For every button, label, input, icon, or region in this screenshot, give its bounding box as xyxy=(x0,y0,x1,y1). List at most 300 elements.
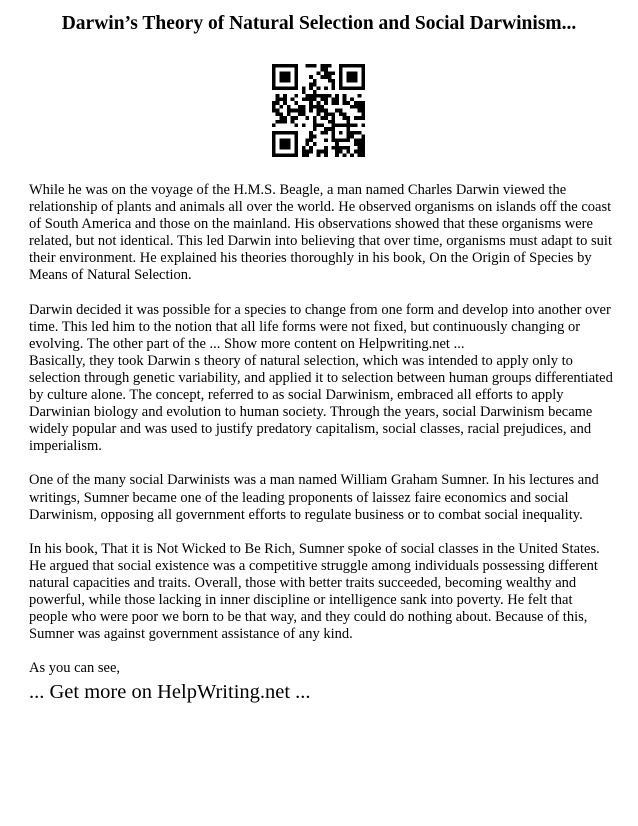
qr-module xyxy=(358,150,362,154)
qr-module xyxy=(287,131,291,135)
paragraph-wicked-to-be-rich: In his book, That it is Not Wicked to Be Rich, Sumner spoke of social classes in the United States. He argued that social existence was a competitive struggle among individuals possessing different natural capacities and traits. Overall, those with better traits succeeded, becoming wealthy and powerful, while those lacking in inner discipline or intelligence sank into poverty. He felt that people who were poor we born to be that way, and they could do nothing about. Because of this, Sumner was against government assistance of any kind. xyxy=(29,540,600,643)
qr-module xyxy=(346,135,350,139)
qr-module xyxy=(272,138,276,142)
qr-module xyxy=(309,135,313,139)
qr-module xyxy=(320,109,324,113)
qr-module xyxy=(332,146,336,150)
qr-module xyxy=(346,101,350,105)
qr-module xyxy=(328,127,332,131)
qr-module xyxy=(361,135,365,139)
qr-module xyxy=(279,112,283,116)
qr-module xyxy=(279,75,283,79)
qr-module xyxy=(339,131,343,135)
qr-module xyxy=(313,142,317,146)
qr-module xyxy=(361,64,365,68)
qr-module xyxy=(305,64,309,68)
qr-module xyxy=(324,75,328,79)
qr-module xyxy=(332,71,336,75)
qr-module xyxy=(354,79,358,83)
qr-module xyxy=(291,64,295,68)
qr-module xyxy=(361,142,365,146)
qr-module xyxy=(317,112,321,116)
qr-module xyxy=(279,116,283,120)
qr-module xyxy=(287,138,291,142)
qr-module xyxy=(302,112,306,116)
qr-module xyxy=(294,68,298,72)
qr-module xyxy=(335,153,339,157)
qr-module xyxy=(283,138,287,142)
qr-module xyxy=(276,109,280,113)
qr-module xyxy=(309,97,313,101)
qr-module xyxy=(272,109,276,113)
qr-module xyxy=(320,97,324,101)
qr-module xyxy=(354,64,358,68)
qr-module xyxy=(294,79,298,83)
qr-module xyxy=(328,79,332,83)
qr-module xyxy=(332,86,336,90)
qr-module xyxy=(324,127,328,131)
qr-module xyxy=(294,131,298,135)
qr-module xyxy=(339,124,343,128)
qr-module xyxy=(272,153,276,157)
qr-module xyxy=(276,112,280,116)
qr-module xyxy=(343,86,347,90)
qr-module xyxy=(346,64,350,68)
qr-module xyxy=(283,101,287,105)
qr-module xyxy=(346,138,350,142)
qr-module xyxy=(302,90,306,94)
qr-module xyxy=(313,135,317,139)
qr-module xyxy=(332,120,336,124)
qr-module xyxy=(276,101,280,105)
qr-module xyxy=(324,153,328,157)
qr-module xyxy=(346,124,350,128)
qr-module xyxy=(294,94,298,98)
qr-module xyxy=(339,138,343,142)
qr-module xyxy=(279,71,283,75)
qr-module xyxy=(287,71,291,75)
qr-module xyxy=(354,131,358,135)
qr-module xyxy=(332,116,336,120)
qr-module xyxy=(346,116,350,120)
qr-code-graphic xyxy=(272,64,365,157)
qr-module xyxy=(343,101,347,105)
qr-module xyxy=(354,101,358,105)
qr-module xyxy=(294,153,298,157)
qr-module xyxy=(324,94,328,98)
qr-module xyxy=(350,131,354,135)
qr-module xyxy=(335,142,339,146)
qr-module xyxy=(309,146,313,150)
qr-module xyxy=(350,86,354,90)
qr-module xyxy=(309,138,313,142)
qr-module xyxy=(324,101,328,105)
qr-module xyxy=(272,131,276,135)
qr-module xyxy=(302,86,306,90)
qr-module xyxy=(272,105,276,109)
qr-module xyxy=(283,120,287,124)
qr-module xyxy=(302,105,306,109)
qr-module xyxy=(346,131,350,135)
qr-module xyxy=(320,64,324,68)
qr-module xyxy=(361,105,365,109)
qr-module xyxy=(343,138,347,142)
qr-module xyxy=(291,153,295,157)
qr-module xyxy=(317,71,321,75)
qr-module xyxy=(358,105,362,109)
qr-module xyxy=(335,146,339,150)
qr-module xyxy=(343,116,347,120)
qr-module xyxy=(272,71,276,75)
qr-module xyxy=(309,101,313,105)
qr-module xyxy=(309,86,313,90)
qr-module xyxy=(346,120,350,124)
qr-module xyxy=(276,131,280,135)
qr-module xyxy=(294,138,298,142)
qr-module xyxy=(324,138,328,142)
qr-module xyxy=(294,116,298,120)
qr-module xyxy=(279,97,283,101)
qr-module xyxy=(358,64,362,68)
qr-module xyxy=(332,101,336,105)
qr-module xyxy=(313,83,317,87)
qr-module xyxy=(276,97,280,101)
qr-module xyxy=(279,153,283,157)
paragraph-species-change: Darwin decided it was possible for a species to change from one form and develop into another over time. This led him to the notion that all life forms were not fixed, but continuously changing or evolving. The other part of the ... Show more content on Helpwriting.net ... xyxy=(29,301,611,352)
qr-module xyxy=(294,142,298,146)
qr-module xyxy=(328,71,332,75)
qr-module xyxy=(294,109,298,113)
qr-module xyxy=(354,138,358,142)
qr-module xyxy=(272,101,276,105)
qr-module xyxy=(335,124,339,128)
qr-module xyxy=(272,83,276,87)
qr-module xyxy=(354,75,358,79)
qr-module xyxy=(350,64,354,68)
qr-module xyxy=(272,150,276,154)
qr-module xyxy=(287,75,291,79)
qr-module xyxy=(324,64,328,68)
qr-module xyxy=(309,83,313,87)
qr-module xyxy=(313,116,317,120)
qr-module xyxy=(302,146,306,150)
qr-module xyxy=(354,105,358,109)
qr-module xyxy=(361,116,365,120)
qr-module xyxy=(291,116,295,120)
qr-module xyxy=(291,120,295,124)
qr-module xyxy=(339,75,343,79)
qr-module xyxy=(283,142,287,146)
qr-module xyxy=(294,64,298,68)
qr-module xyxy=(287,142,291,146)
qr-module xyxy=(272,135,276,139)
qr-module xyxy=(339,146,343,150)
qr-module xyxy=(291,86,295,90)
qr-module xyxy=(283,64,287,68)
qr-module xyxy=(317,105,321,109)
qr-module xyxy=(313,105,317,109)
qr-module xyxy=(309,109,313,113)
qr-module xyxy=(287,146,291,150)
qr-module xyxy=(279,138,283,142)
qr-module xyxy=(335,138,339,142)
qr-module xyxy=(309,75,313,79)
qr-module xyxy=(324,71,328,75)
article-body xyxy=(29,182,614,694)
qr-module xyxy=(332,83,336,87)
qr-module xyxy=(276,94,280,98)
qr-module xyxy=(361,79,365,83)
qr-module xyxy=(287,64,291,68)
qr-module xyxy=(320,94,324,98)
qr-module xyxy=(283,153,287,157)
qr-module xyxy=(317,150,321,154)
qr-module xyxy=(279,105,283,109)
qr-module xyxy=(350,97,354,101)
qr-module xyxy=(354,142,358,146)
qr-module xyxy=(354,86,358,90)
qr-module xyxy=(294,135,298,139)
qr-module xyxy=(287,153,291,157)
qr-module xyxy=(276,64,280,68)
qr-module xyxy=(358,101,362,105)
qr-module xyxy=(324,116,328,120)
qr-module xyxy=(346,75,350,79)
qr-module xyxy=(276,153,280,157)
qr-module xyxy=(313,127,317,131)
qr-module xyxy=(361,83,365,87)
qr-module xyxy=(283,71,287,75)
qr-module xyxy=(320,116,324,120)
paragraph-voyage: While he was on the voyage of the H.M.S. Beagle, a man named Charles Darwin viewed the relationship of plants and animals all over the world. He observed organisms on islands off the coast of South America and those on the mainland. His observations showed that these organisms were related, but not identical. This led Darwin into believing that over time, organisms must adapt to suit their environment. He explained his theories thoroughly in his book, On the Origin of Species by Means of Natural Selection. xyxy=(29,182,612,284)
qr-module xyxy=(343,97,347,101)
qr-module xyxy=(324,150,328,154)
qr-module xyxy=(276,120,280,124)
qr-module xyxy=(343,94,347,98)
qr-module xyxy=(313,64,317,68)
qr-module xyxy=(339,109,343,113)
qr-module xyxy=(272,124,276,128)
qr-module xyxy=(346,79,350,83)
qr-module xyxy=(358,86,362,90)
qr-module xyxy=(294,150,298,154)
qr-module xyxy=(320,68,324,72)
qr-module xyxy=(313,94,317,98)
qr-module xyxy=(328,120,332,124)
qr-module xyxy=(272,86,276,90)
qr-module xyxy=(298,105,302,109)
qr-module xyxy=(350,71,354,75)
qr-module xyxy=(358,116,362,120)
paragraph-as-you-can-see: As you can see, xyxy=(29,660,121,677)
qr-module xyxy=(313,90,317,94)
qr-module xyxy=(313,124,317,128)
qr-module xyxy=(287,109,291,113)
qr-module xyxy=(309,64,313,68)
qr-module xyxy=(279,79,283,83)
qr-module xyxy=(339,64,343,68)
qr-module xyxy=(346,150,350,154)
qr-module xyxy=(358,146,362,150)
qr-module xyxy=(305,142,309,146)
qr-module xyxy=(343,153,347,157)
qr-module xyxy=(298,109,302,113)
qr-module xyxy=(283,86,287,90)
qr-module xyxy=(358,131,362,135)
qr-module xyxy=(283,94,287,98)
qr-module xyxy=(294,86,298,90)
qr-module xyxy=(332,124,336,128)
page-title: Darwin’s Theory of Natural Selection and Social Darwinism... xyxy=(61,13,577,34)
qr-module xyxy=(283,97,287,101)
qr-module xyxy=(328,75,332,79)
qr-module xyxy=(294,71,298,75)
qr-module xyxy=(324,131,328,135)
qr-module xyxy=(358,138,362,142)
qr-module xyxy=(283,116,287,120)
qr-module xyxy=(332,97,336,101)
qr-module xyxy=(272,79,276,83)
qr-module xyxy=(317,153,321,157)
qr-module xyxy=(324,68,328,72)
qr-module xyxy=(350,105,354,109)
qr-module xyxy=(309,150,313,154)
qr-module xyxy=(298,112,302,116)
qr-module xyxy=(287,112,291,116)
qr-module xyxy=(339,112,343,116)
qr-module xyxy=(305,97,309,101)
qr-module xyxy=(339,150,343,154)
qr-module xyxy=(361,153,365,157)
qr-module xyxy=(317,94,321,98)
qr-module xyxy=(343,146,347,150)
qr-module xyxy=(346,127,350,131)
qr-module xyxy=(361,109,365,113)
qr-module xyxy=(354,116,358,120)
qr-module xyxy=(350,153,354,157)
qr-module xyxy=(279,120,283,124)
paragraph-sumner: One of the many social Darwinists was a man named William Graham Sumner. In his lectures and writings, Sumner became one of the leading proponents of laissez faire economics and social Darwinism, opposing all government efforts to regulate business or to combat social inequality. xyxy=(29,472,599,523)
qr-module xyxy=(328,64,332,68)
qr-module xyxy=(287,79,291,83)
qr-module xyxy=(276,86,280,90)
qr-module xyxy=(346,146,350,150)
qr-module xyxy=(350,124,354,128)
qr-module xyxy=(294,124,298,128)
qr-module xyxy=(272,68,276,72)
qr-module xyxy=(339,86,343,90)
qr-module xyxy=(272,64,276,68)
qr-module xyxy=(361,68,365,72)
qr-module xyxy=(324,146,328,150)
qr-module xyxy=(317,109,321,113)
qr-module xyxy=(320,150,324,154)
qr-module xyxy=(309,105,313,109)
qr-module xyxy=(279,64,283,68)
qr-code-image xyxy=(272,64,365,157)
qr-module xyxy=(332,135,336,139)
qr-module xyxy=(320,124,324,128)
get-more-link[interactable]: ... Get more on HelpWriting.net ... xyxy=(29,681,311,703)
qr-module xyxy=(302,109,306,113)
qr-module xyxy=(313,120,317,124)
qr-module xyxy=(283,146,287,150)
qr-module xyxy=(287,86,291,90)
qr-module xyxy=(332,138,336,142)
qr-module xyxy=(343,124,347,128)
qr-module xyxy=(354,71,358,75)
qr-module xyxy=(358,109,362,113)
qr-module xyxy=(317,124,321,128)
qr-module xyxy=(317,101,321,105)
qr-module xyxy=(305,150,309,154)
qr-module xyxy=(358,94,362,98)
qr-module xyxy=(324,112,328,116)
qr-module xyxy=(350,75,354,79)
qr-module xyxy=(291,109,295,113)
qr-module xyxy=(328,112,332,116)
qr-module xyxy=(291,97,295,101)
qr-module xyxy=(302,153,306,157)
qr-module xyxy=(332,112,336,116)
qr-module xyxy=(294,83,298,87)
qr-module xyxy=(302,124,306,128)
qr-module xyxy=(313,97,317,101)
qr-module xyxy=(339,71,343,75)
qr-module xyxy=(324,86,328,90)
paragraph-social-darwinism: Basically, they took Darwin s theory of natural selection, which was intended to apply only to selection through genetic variability, and applied it to selection between human groups differentiated by culture alone. The concept, referred to as social Darwinism, embraced all efforts to apply Darwinian biology and evolution to human society. Through the years, social Darwinism became widely popular and was used to justify predatory capitalism, social classes, racial prejudices, and imperialism. xyxy=(29,352,613,455)
qr-module xyxy=(350,79,354,83)
qr-module xyxy=(302,150,306,154)
qr-module xyxy=(279,131,283,135)
qr-module xyxy=(291,131,295,135)
qr-module xyxy=(361,138,365,142)
qr-module xyxy=(283,131,287,135)
qr-module xyxy=(324,97,328,101)
qr-module xyxy=(335,101,339,105)
qr-module xyxy=(350,135,354,139)
qr-module xyxy=(283,79,287,83)
qr-module xyxy=(294,101,298,105)
qr-module xyxy=(339,68,343,72)
qr-module xyxy=(361,146,365,150)
qr-module xyxy=(283,75,287,79)
qr-module xyxy=(305,153,309,157)
qr-module xyxy=(305,138,309,142)
qr-module xyxy=(324,109,328,113)
qr-module xyxy=(335,109,339,113)
qr-module xyxy=(354,150,358,154)
qr-module xyxy=(305,116,309,120)
qr-module xyxy=(317,86,321,90)
qr-module xyxy=(332,131,336,135)
qr-module xyxy=(358,153,362,157)
qr-module xyxy=(279,86,283,90)
qr-module xyxy=(361,75,365,79)
qr-module xyxy=(343,112,347,116)
qr-module xyxy=(279,142,283,146)
qr-module xyxy=(343,64,347,68)
qr-module xyxy=(272,142,276,146)
qr-module xyxy=(361,101,365,105)
qr-module xyxy=(332,127,336,131)
qr-module xyxy=(328,94,332,98)
qr-module xyxy=(309,131,313,135)
qr-module xyxy=(361,86,365,90)
qr-module xyxy=(320,75,324,79)
qr-module xyxy=(339,79,343,83)
qr-module xyxy=(335,94,339,98)
